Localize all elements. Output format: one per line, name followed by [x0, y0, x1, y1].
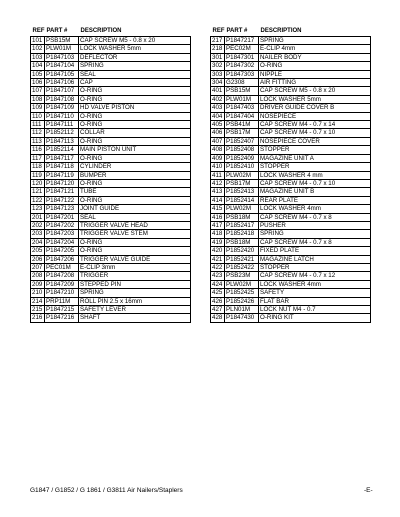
part-number-cell: P1847303 [225, 70, 259, 78]
ref-cell: 301 [211, 53, 225, 61]
part-number-cell: P1852422 [225, 263, 259, 271]
description-cell: O-RING [79, 87, 191, 95]
ref-cell: 205 [31, 247, 45, 255]
table-row [31, 146, 191, 154]
table-row [211, 70, 371, 78]
table-row [211, 280, 371, 288]
ref-cell: 426 [211, 297, 225, 305]
part-number-cell: P1852414 [225, 196, 259, 204]
table-row [211, 154, 371, 162]
description-cell: SHAFT [79, 314, 191, 322]
ref-cell: 407 [211, 137, 225, 145]
description-cell: STEPPED PIN [79, 280, 191, 288]
table-row [31, 171, 191, 179]
table-row [31, 314, 191, 322]
ref-cell: 405 [211, 121, 225, 129]
description-cell: CAP [79, 79, 191, 87]
part-number-cell: P1847404 [225, 112, 259, 120]
ref-cell: 419 [211, 238, 225, 246]
table-row [211, 238, 371, 246]
description-cell: E-CLIP 4mm [259, 45, 371, 53]
part-number-cell: P1852112 [45, 129, 79, 137]
table-row [31, 45, 191, 53]
ref-cell: 411 [211, 171, 225, 179]
table-row [211, 104, 371, 112]
part-number-cell: P1847204 [45, 238, 79, 246]
description-cell: JOINT GUIDE [79, 205, 191, 213]
ref-cell: 201 [31, 213, 45, 221]
table-header-row [31, 27, 191, 37]
ref-cell: 214 [31, 297, 45, 305]
table-row [31, 213, 191, 221]
description-cell: MAGAZINE UNIT B [259, 188, 371, 196]
ref-cell: 408 [211, 146, 225, 154]
description-cell: CAP SCREW M4 - 0.7 x 10 [259, 129, 371, 137]
part-number-cell: P1847118 [45, 163, 79, 171]
part-number-cell: P1847108 [45, 95, 79, 103]
description-cell: TRIGGER VALVE HEAD [79, 221, 191, 229]
part-number-cell: PSB18M [225, 213, 259, 221]
table-row [211, 112, 371, 120]
description-cell: SPRING [259, 230, 371, 238]
table-row [211, 121, 371, 129]
part-number-cell: P1852114 [45, 146, 79, 154]
table-row [211, 146, 371, 154]
ref-cell: 416 [211, 213, 225, 221]
table-row [31, 179, 191, 187]
description-cell: LOCK WASHER 4mm [259, 205, 371, 213]
ref-cell: 424 [211, 280, 225, 288]
description-cell: TUBE [79, 188, 191, 196]
part-number-cell: P1847205 [45, 247, 79, 255]
description-cell: AIR FITTING [259, 79, 371, 87]
ref-cell: 421 [211, 255, 225, 263]
part-number-cell: PLN01M [225, 306, 259, 314]
table-row [211, 314, 371, 322]
ref-cell: 410 [211, 163, 225, 171]
table-row [211, 255, 371, 263]
description-cell: LOCK WASHER 4 mm [259, 171, 371, 179]
ref-cell: 403 [211, 104, 225, 112]
ref-cell: 204 [31, 238, 45, 246]
ref-cell: 206 [31, 255, 45, 263]
ref-cell: 105 [31, 70, 45, 78]
ref-cell: 414 [211, 196, 225, 204]
description-cell: LOCK WASHER 5mm [79, 45, 191, 53]
ref-cell: 428 [211, 314, 225, 322]
description-cell: O-RING [79, 179, 191, 187]
part-number-cell: PSB23M [225, 272, 259, 280]
part-number-cell: P1847107 [45, 87, 79, 95]
ref-cell: 417 [211, 221, 225, 229]
ref-header: REF [32, 28, 45, 34]
table-row [31, 62, 191, 70]
table-row [211, 171, 371, 179]
description-cell: SPRING [259, 37, 371, 45]
table-row [211, 306, 371, 314]
description-cell: SAFETY LEVER [79, 306, 191, 314]
ref-cell: 427 [211, 306, 225, 314]
table-header-row [211, 27, 371, 37]
description-cell: SEAL [79, 70, 191, 78]
part-number-cell: PRP11M [45, 297, 79, 305]
table-row [31, 137, 191, 145]
part-number-cell: P1852409 [225, 154, 259, 162]
description-cell: STOPPER [259, 263, 371, 271]
table-row [211, 213, 371, 221]
ref-cell: 110 [31, 112, 45, 120]
table-row [31, 289, 191, 297]
description-cell: FLAT BAR [259, 297, 371, 305]
description-cell: O-RING [79, 112, 191, 120]
table-row [31, 272, 191, 280]
table-row [31, 95, 191, 103]
part-number-cell: P1852413 [225, 188, 259, 196]
ref-cell: 108 [31, 95, 45, 103]
description-cell: SAFETY [259, 289, 371, 297]
part-number-cell: P1847216 [45, 314, 79, 322]
description-cell: SEAL [79, 213, 191, 221]
part-number-cell: PSB18M [225, 238, 259, 246]
description-cell: FIXED PLATE [259, 247, 371, 255]
parts-table-right [210, 27, 371, 323]
part-number-cell: G2308 [225, 79, 259, 87]
ref-cell: 418 [211, 230, 225, 238]
ref-cell: 423 [211, 272, 225, 280]
table-row [31, 255, 191, 263]
description-cell: E-CLIP 3mm [79, 263, 191, 271]
ref-cell: 404 [211, 112, 225, 120]
table-row [211, 179, 371, 187]
part-number-cell: P1847209 [45, 280, 79, 288]
part-number-cell: P1847121 [45, 188, 79, 196]
description-cell: TRIGGER [79, 272, 191, 280]
table-row [31, 205, 191, 213]
ref-cell: 406 [211, 129, 225, 137]
table-row [31, 121, 191, 129]
part-number-cell: P1847206 [45, 255, 79, 263]
description-cell: MAGAZINE LATCH [259, 255, 371, 263]
part-number-cell: P1847202 [45, 221, 79, 229]
ref-cell: 413 [211, 188, 225, 196]
description-cell: COLLAR [79, 129, 191, 137]
table-row [31, 163, 191, 171]
part-number-cell: P1847302 [225, 62, 259, 70]
table-row [31, 306, 191, 314]
part-number-cell: P1852418 [225, 230, 259, 238]
part-number-cell: PSB17M [225, 129, 259, 137]
table-row [211, 79, 371, 87]
table-row [211, 37, 371, 45]
description-header: DESCRIPTION [260, 28, 302, 34]
table-row [211, 263, 371, 271]
table-row [211, 45, 371, 53]
description-cell: CAP SCREW M4 - 0.7 x 10 [259, 179, 371, 187]
description-cell: O-RING [259, 62, 371, 70]
ref-cell: 203 [31, 230, 45, 238]
ref-cell: 109 [31, 104, 45, 112]
part-number-cell: P1847105 [45, 70, 79, 78]
description-cell: DEFLECTOR [79, 53, 191, 61]
ref-cell: 111 [31, 121, 45, 129]
description-cell: O-RING [79, 95, 191, 103]
footer-title: G1847 / G1852 / G 1861 / G3811 Air Nailers/Staplers [30, 487, 183, 494]
description-cell: ROLL PIN 2.5 x 16mm [79, 297, 191, 305]
ref-cell: 401 [211, 87, 225, 95]
table-row [31, 79, 191, 87]
ref-cell: 207 [31, 263, 45, 271]
table-row [31, 87, 191, 95]
description-cell: NOSEPIECE COVER [259, 137, 371, 145]
ref-cell: 120 [31, 179, 45, 187]
description-cell: O-RING KIT [259, 314, 371, 322]
description-cell: CAP SCREW M4 - 0.7 x 12 [259, 272, 371, 280]
part-number-cell: P1852420 [225, 247, 259, 255]
part-number-cell: P1852408 [225, 146, 259, 154]
table-row [211, 87, 371, 95]
table-row [211, 247, 371, 255]
part-header: PART # [226, 28, 248, 34]
ref-cell: 422 [211, 263, 225, 271]
ref-cell: 412 [211, 179, 225, 187]
table-row [31, 238, 191, 246]
table-row [31, 280, 191, 288]
table-row [211, 188, 371, 196]
part-number-cell: PSB41M [225, 121, 259, 129]
description-cell: MAIN PISTON UNIT [79, 146, 191, 154]
part-number-cell: P1847120 [45, 179, 79, 187]
part-number-cell: P1847106 [45, 79, 79, 87]
part-number-cell: P1852417 [225, 221, 259, 229]
description-cell: STOPPER [259, 146, 371, 154]
table-row [31, 263, 191, 271]
table-row [31, 247, 191, 255]
description-cell: TRIGGER VALVE GUIDE [79, 255, 191, 263]
ref-cell: 209 [31, 280, 45, 288]
description-cell: SPRING [79, 62, 191, 70]
ref-cell: 202 [31, 221, 45, 229]
table-row [31, 196, 191, 204]
table-row [31, 221, 191, 229]
part-number-cell: PLW02M [225, 171, 259, 179]
description-cell: PUSHER [259, 221, 371, 229]
description-cell: REAR PLATE [259, 196, 371, 204]
part-number-cell: P1847122 [45, 196, 79, 204]
ref-cell: 116 [31, 146, 45, 154]
table-row [31, 70, 191, 78]
description-cell: HD VALVE PISTON [79, 104, 191, 112]
table-row [211, 137, 371, 145]
part-number-cell: PSB17M [225, 179, 259, 187]
part-number-cell: P1852425 [225, 289, 259, 297]
table-row [211, 196, 371, 204]
description-cell: DRIVER GUIDE COVER B [259, 104, 371, 112]
part-number-cell: P1852410 [225, 163, 259, 171]
ref-cell: 217 [211, 37, 225, 45]
part-header: PART # [46, 28, 68, 34]
description-cell: SPRING [79, 289, 191, 297]
description-cell: CAP SCREW M4 - 0.7 x 8 [259, 238, 371, 246]
ref-cell: 302 [211, 62, 225, 70]
part-number-cell: P1847203 [45, 230, 79, 238]
table-row [211, 95, 371, 103]
part-number-cell: P1847217 [225, 37, 259, 45]
ref-cell: 119 [31, 171, 45, 179]
table-row [211, 289, 371, 297]
part-number-cell: P1847215 [45, 306, 79, 314]
ref-cell: 103 [31, 53, 45, 61]
ref-cell: 409 [211, 154, 225, 162]
part-number-cell: P1847104 [45, 62, 79, 70]
description-cell: NAILER BODY [259, 53, 371, 61]
part-number-cell: P1847403 [225, 104, 259, 112]
description-cell: NOSEPIECE [259, 112, 371, 120]
description-cell: CAP SCREW M5 - 0.8 x 20 [259, 87, 371, 95]
table-row [211, 230, 371, 238]
part-number-cell: P1852426 [225, 297, 259, 305]
part-number-cell: PSB15M [225, 87, 259, 95]
table-row [31, 297, 191, 305]
table-row [211, 62, 371, 70]
ref-cell: 402 [211, 95, 225, 103]
table-row [31, 112, 191, 120]
description-cell: LOCK WASHER 4mm [259, 280, 371, 288]
description-cell: LOCK WASHER 5mm [259, 95, 371, 103]
page-number: -E- [364, 487, 373, 494]
part-number-cell: P1852421 [225, 255, 259, 263]
part-number-cell: PLW02M [225, 205, 259, 213]
part-number-cell: P1847119 [45, 171, 79, 179]
description-cell: STOPPER [259, 163, 371, 171]
ref-cell: 425 [211, 289, 225, 297]
table-row [31, 104, 191, 112]
ref-cell: 112 [31, 129, 45, 137]
ref-cell: 123 [31, 205, 45, 213]
part-number-cell: PLW01M [45, 45, 79, 53]
description-cell: BUMPER [79, 171, 191, 179]
ref-cell: 113 [31, 137, 45, 145]
description-cell: CYLINDER [79, 163, 191, 171]
table-row [31, 154, 191, 162]
ref-cell: 208 [31, 272, 45, 280]
part-number-cell: P1847113 [45, 137, 79, 145]
part-number-cell: P1847208 [45, 272, 79, 280]
ref-cell: 415 [211, 205, 225, 213]
table-row [211, 163, 371, 171]
part-number-cell: PEC02M [225, 45, 259, 53]
table-row [211, 297, 371, 305]
table-row [211, 272, 371, 280]
description-cell: O-RING [79, 137, 191, 145]
ref-cell: 216 [31, 314, 45, 322]
part-number-cell: P1847111 [45, 121, 79, 129]
ref-cell: 104 [31, 62, 45, 70]
ref-cell: 101 [31, 37, 45, 45]
description-cell: O-RING [79, 238, 191, 246]
ref-cell: 118 [31, 163, 45, 171]
part-number-cell: P1847103 [45, 53, 79, 61]
ref-cell: 106 [31, 79, 45, 87]
description-cell: O-RING [79, 154, 191, 162]
description-header: DESCRIPTION [80, 28, 122, 34]
table-row [31, 188, 191, 196]
table-row [31, 37, 191, 45]
part-number-cell: P1847123 [45, 205, 79, 213]
ref-cell: 218 [211, 45, 225, 53]
part-number-cell: P1847109 [45, 104, 79, 112]
ref-header: REF [212, 28, 225, 34]
ref-cell: 121 [31, 188, 45, 196]
part-number-cell: PSB15M [45, 37, 79, 45]
part-number-cell: P1847117 [45, 154, 79, 162]
ref-cell: 117 [31, 154, 45, 162]
description-cell: LOCK NUT M4 - 0.7 [259, 306, 371, 314]
ref-cell: 215 [31, 306, 45, 314]
parts-table-left [30, 27, 191, 323]
description-cell: O-RING [79, 196, 191, 204]
part-number-cell: PLW01M [225, 95, 259, 103]
part-number-cell: PEC01M [45, 263, 79, 271]
table-row [211, 129, 371, 137]
table-row [31, 230, 191, 238]
description-cell: CAP SCREW M5 - 0.8 x 20 [79, 37, 191, 45]
part-number-cell: P1847210 [45, 289, 79, 297]
description-cell: CAP SCREW M4 - 0.7 x 8 [259, 213, 371, 221]
description-cell: NIPPLE [259, 70, 371, 78]
description-cell: O-RING [79, 121, 191, 129]
ref-cell: 420 [211, 247, 225, 255]
ref-cell: 122 [31, 196, 45, 204]
description-cell: CAP SCREW M4 - 0.7 x 14 [259, 121, 371, 129]
ref-cell: 107 [31, 87, 45, 95]
part-number-cell: P1847201 [45, 213, 79, 221]
part-number-cell: P1852407 [225, 137, 259, 145]
part-number-cell: P1847110 [45, 112, 79, 120]
ref-cell: 102 [31, 45, 45, 53]
part-number-cell: PLW02M [225, 280, 259, 288]
table-row [211, 205, 371, 213]
ref-cell: 303 [211, 70, 225, 78]
table-row [211, 221, 371, 229]
ref-cell: 210 [31, 289, 45, 297]
table-row [211, 53, 371, 61]
description-cell: TRIGGER VALVE STEM [79, 230, 191, 238]
description-cell: O-RING [79, 247, 191, 255]
part-number-cell: P1847301 [225, 53, 259, 61]
description-cell: MAGAZINE UNIT A [259, 154, 371, 162]
table-row [31, 53, 191, 61]
part-number-cell: P1847430 [225, 314, 259, 322]
ref-cell: 304 [211, 79, 225, 87]
table-row [31, 129, 191, 137]
